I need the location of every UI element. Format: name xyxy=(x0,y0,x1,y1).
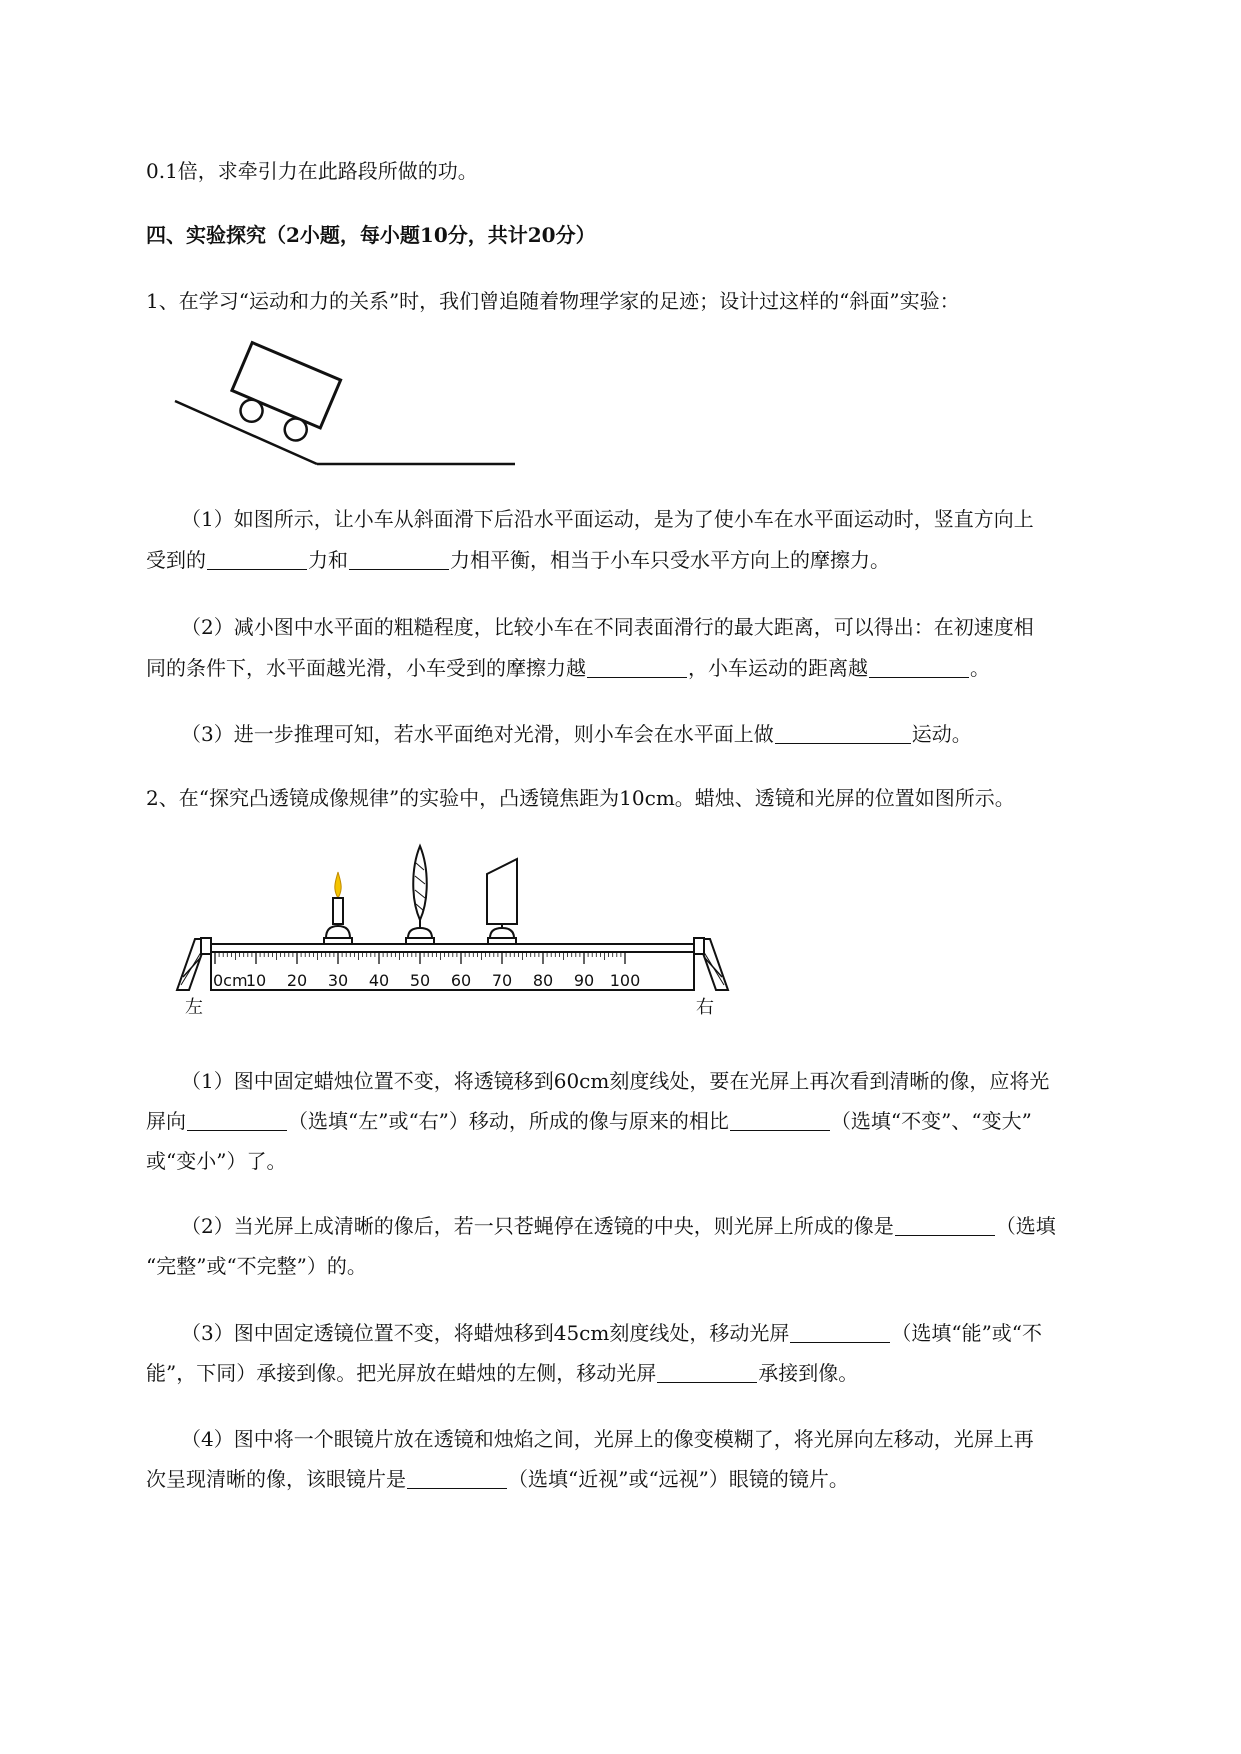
q2-part2-line1: （2）当光屏上成清晰的像后，若一只苍蝇停在透镜的中央，则光屏上所成的像是 （选填 xyxy=(181,1214,1056,1238)
answer-blank[interactable] xyxy=(187,1110,287,1131)
q1-part2-line2: 同的条件下，水平面越光滑，小车受到的摩擦力越 ，小车运动的距离越 。 xyxy=(146,656,990,680)
right-support xyxy=(694,938,728,990)
q2-part3-line1: （3）图中固定透镜位置不变，将蜡烛移到45cm刻度线处，移动光屏 （选填“能”或“不 xyxy=(181,1321,1043,1345)
incline-cart-diagram xyxy=(170,335,520,475)
cart xyxy=(223,343,340,449)
left-support xyxy=(177,938,211,990)
answer-blank[interactable] xyxy=(407,1468,507,1489)
ruler-tick-label: 40 xyxy=(368,971,390,990)
light-screen xyxy=(487,859,517,944)
q2-part4-line1: （4）图中将一个眼镜片放在透镜和烛焰之间，光屏上的像变模糊了，将光屏向左移动，光屏上再 xyxy=(181,1427,1034,1451)
answer-blank[interactable] xyxy=(730,1110,830,1131)
ruler-tick-label: 20 xyxy=(286,971,308,990)
ruler-tick-label: 70 xyxy=(491,971,513,990)
convex-lens xyxy=(406,846,434,944)
ruler-tick-label: 80 xyxy=(532,971,554,990)
q1-part1-line1: （1）如图所示，让小车从斜面滑下后沿水平面运动，是为了使小车在水平面运动时，竖直方向上 xyxy=(181,507,1034,531)
q2-part1-line2: 屏向 （选填“左”或“右”）移动，所成的像与原来的相比 （选填“不变”、“变大” xyxy=(146,1109,1032,1133)
ruler-tick-label: 0cm xyxy=(213,971,248,990)
ruler-tick-label: 10 xyxy=(245,971,267,990)
answer-blank[interactable] xyxy=(869,657,969,678)
answer-blank[interactable] xyxy=(349,549,449,570)
answer-blank[interactable] xyxy=(207,549,307,570)
intro-line: 0.1倍，求牵引力在此路段所做的功。 xyxy=(146,159,478,183)
ruler-tick-label: 90 xyxy=(573,971,595,990)
answer-blank[interactable] xyxy=(895,1215,995,1236)
q2-part1-line3: 或“变小”）了。 xyxy=(146,1149,287,1173)
q2-part1-line1: （1）图中固定蜡烛位置不变，将透镜移到60cm刻度线处，要在光屏上再次看到清晰的像，应将光 xyxy=(181,1069,1050,1093)
q2-part2-line2: “完整”或“不完整”）的。 xyxy=(146,1254,367,1278)
q1-part3-line1: （3）进一步推理可知，若水平面绝对光滑，则小车会在水平面上做 运动。 xyxy=(181,722,972,746)
q2-part4-line2: 次呈现清晰的像，该眼镜片是 （选填“近视”或“远视”）眼镜的镜片。 xyxy=(146,1467,849,1491)
answer-blank[interactable] xyxy=(775,723,911,744)
answer-blank[interactable] xyxy=(657,1362,757,1383)
candle xyxy=(324,872,352,944)
ruler-tick-label: 60 xyxy=(450,971,472,990)
section-title: 四、实验探究（2小题，每小题10分，共计20分） xyxy=(146,223,596,247)
right-label: 右 xyxy=(696,997,714,1018)
left-label: 左 xyxy=(185,997,203,1018)
bench-rail xyxy=(211,944,694,952)
optical-bench-diagram xyxy=(175,852,735,1017)
answer-blank[interactable] xyxy=(587,657,687,678)
q2-stem: 2、在“探究凸透镜成像规律”的实验中，凸透镜焦距为10cm。蜡烛、透镜和光屏的位置如图所示。 xyxy=(146,786,1015,810)
ruler-tick-label: 100 xyxy=(609,971,641,990)
answer-blank[interactable] xyxy=(790,1322,890,1343)
q1-stem: 1、在学习“运动和力的关系”时，我们曾追随着物理学家的足迹；设计过这样的“斜面”实验： xyxy=(146,289,960,313)
q1-part2-line1: （2）减小图中水平面的粗糙程度，比较小车在不同表面滑行的最大距离，可以得出：在初速度相 xyxy=(181,615,1034,639)
ruler-tick-label: 30 xyxy=(327,971,349,990)
ruler-tick-label: 50 xyxy=(409,971,431,990)
q2-part3-line2: 能”，下同）承接到像。把光屏放在蜡烛的左侧，移动光屏 承接到像。 xyxy=(146,1361,859,1385)
q1-part1-line2: 受到的 力和 力相平衡，相当于小车只受水平方向上的摩擦力。 xyxy=(146,548,890,572)
